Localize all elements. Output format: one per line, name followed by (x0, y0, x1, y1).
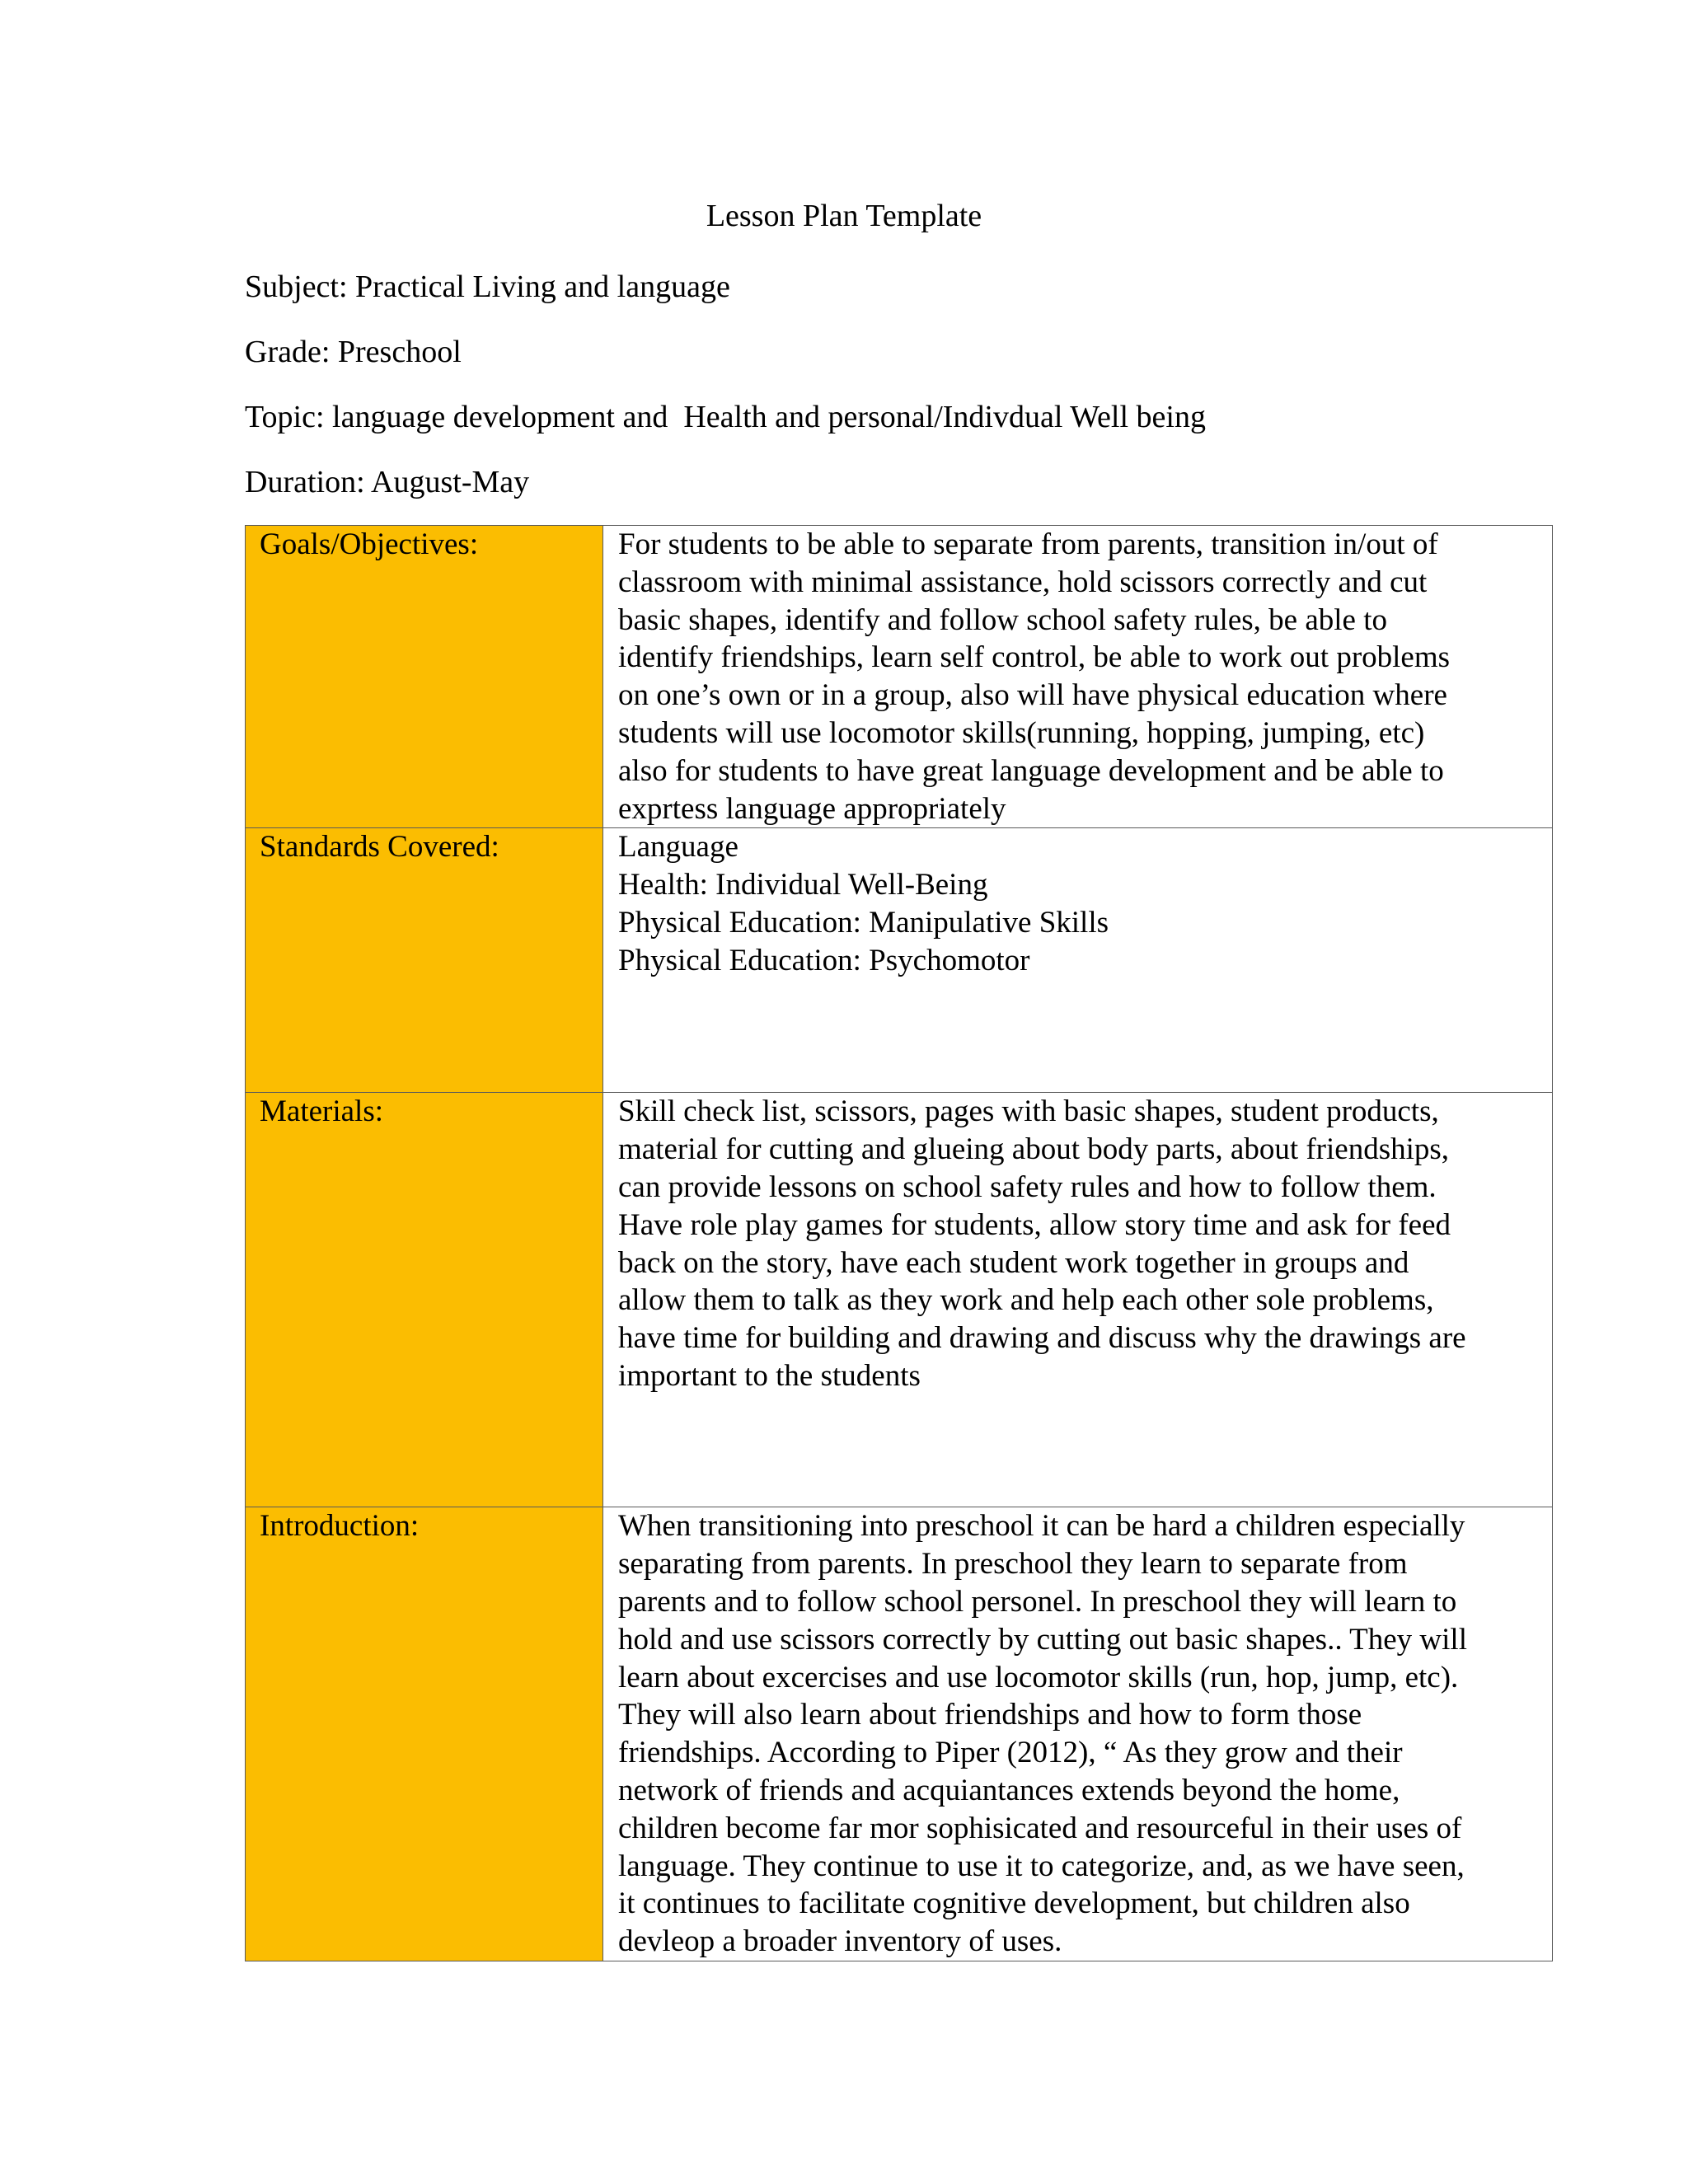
goals-label: Goals/Objectives: (246, 526, 603, 828)
table-row-materials (246, 1093, 1553, 1507)
table-row-standards (246, 828, 1553, 1093)
materials-label: Materials: (246, 1093, 603, 1507)
table-row-goals (246, 526, 1553, 828)
subject-line: Subject: Practical Living and language (245, 269, 730, 304)
standards-label: Standards Covered: (246, 828, 603, 1093)
document-title (0, 196, 1688, 236)
introduction-content: When transitioning into preschool it can be hard a children especially separating from parents. In preschool they learn to separate from parents and to follow school personel. In preschool they will learn to hold and use scissors correctly by cutting out basic shapes.. They will learn about excercises and use locomotor skills (run, hop, jump, etc). They will also learn about friendships and how to form those friendships. According to Piper (2012), “ As they grow and their network of friends and acquiantances extends beyond the home, children become far mor sophisicated and resourceful in their uses of language. They continue to use it to categorize, and, as we have seen, it continues to facilitate cognitive development, but children also devleop a broader inventory of uses. (603, 1507, 1553, 1961)
table-row-introduction (246, 1507, 1553, 1961)
standards-content: Language Health: Individual Well-Being Physical Education: Manipulative Skills Physical Education: Psychomotor (603, 828, 1553, 1093)
grade-line: Grade: Preschool (245, 335, 462, 369)
materials-content: Skill check list, scissors, pages with basic shapes, student products, material for cutting and glueing about body parts, about friendships, can provide lessons on school safety rules and how to follow them. Have role play games for students, allow story time and ask for feed back on the story, have each student work together in groups and allow them to talk as they work and help each other sole problems, have time for building and drawing and discuss why the drawings are important to the students (603, 1093, 1553, 1507)
goals-content: For students to be able to separate from parents, transition in/out of classroom with minimal assistance, hold scissors correctly and cut basic shapes, identify and follow school safety rules, be able to identify friendships, learn self control, be able to work out problems on one’s own or in a group, also will have physical education where students will use locomotor skills(running, hopping, jumping, etc) also for students to have great language development and be able to exprtess language appropriately (603, 526, 1553, 828)
lesson-plan-table (245, 525, 1553, 1961)
duration-line: Duration: August-May (245, 465, 530, 499)
introduction-label: Introduction: (246, 1507, 603, 1961)
topic-line: Topic: language development and Health and personal/Indivdual Well being (245, 400, 1206, 434)
document-title-text: Lesson Plan Template (706, 199, 982, 233)
